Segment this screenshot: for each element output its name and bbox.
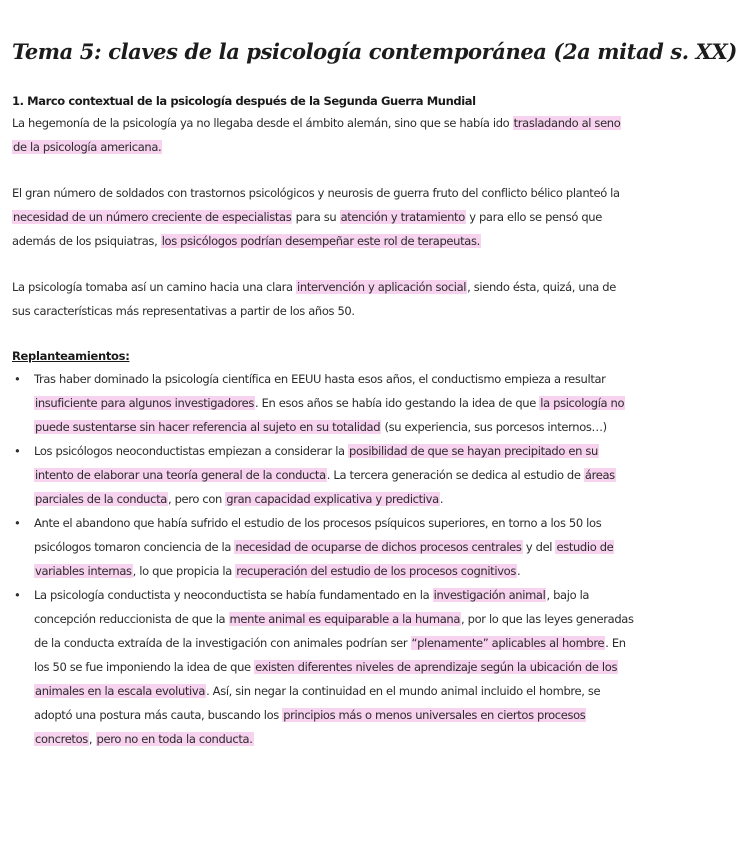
- text-segment: para su: [292, 210, 340, 224]
- list-item: [12, 583, 634, 751]
- section-heading-replanteamientos: Replanteamientos:: [12, 349, 130, 363]
- highlighted-text: recuperación del estudio de los procesos cognitivos: [236, 564, 516, 578]
- replanteamientos-list: [12, 367, 634, 751]
- highlighted-text: intervención y aplicación social: [297, 280, 467, 294]
- highlighted-text: “plenamente” aplicables al hombre: [411, 636, 605, 650]
- text-segment: y para ello se pensó que además de los psiquiatras,: [12, 210, 602, 248]
- text-segment: . En los 50 se fue imponiendo la idea de que: [34, 636, 626, 674]
- list-item-text: [34, 588, 634, 746]
- highlighted-text: los psicólogos podrían desempeñar este rol de terapeutas.: [161, 234, 480, 248]
- list-item-text: [34, 444, 616, 506]
- highlighted-text: mente animal es equiparable a la humana: [229, 612, 461, 626]
- highlighted-text: áreas parciales de la conducta: [35, 468, 615, 506]
- bullet-icon: •: [14, 516, 21, 530]
- text-segment: , bajo la concepción reduccionista de que la: [34, 588, 590, 626]
- highlighted-text: pero no en toda la conducta.: [96, 732, 253, 746]
- text-segment: Tras haber dominado la psicología científica en EEUU hasta esos años, el conductismo empieza a resultar: [34, 372, 606, 386]
- text-segment: La psicología tomaba así un camino hacia una clara: [12, 280, 297, 294]
- text-segment: . La tercera generación se dedica al estudio de: [326, 468, 584, 482]
- list-item: [12, 511, 634, 583]
- text-segment: , pero con: [167, 492, 226, 506]
- highlighted-text: gran capacidad explicativa y predictiva: [226, 492, 439, 506]
- list-item: [12, 439, 634, 511]
- bullet-icon: •: [14, 444, 21, 458]
- paragraph-3: [12, 275, 634, 323]
- text-segment: La psicología conductista y neoconductista se había fundamentado en la: [34, 588, 433, 602]
- text-segment: , siendo ésta, quizá, una de sus características más representativas a partir de los años 50.: [12, 280, 616, 318]
- highlighted-text: existen diferentes niveles de aprendizaje según la ubicación de los animales en la escala evolutiva: [35, 660, 618, 698]
- text-segment: . En esos años se había ido gestando la idea de que: [255, 396, 540, 410]
- text-segment: ,: [88, 732, 96, 746]
- highlighted-text: principios más o menos universales en ciertos procesos concretos: [35, 708, 586, 746]
- text-segment: (su experiencia, sus porcesos internos…): [381, 420, 607, 434]
- section-heading-context: 1. Marco contextual de la psicología después de la Segunda Guerra Mundial: [12, 94, 476, 108]
- bullet-icon: •: [14, 372, 21, 386]
- paragraph-1: [12, 111, 634, 159]
- paragraph-2: [12, 181, 634, 253]
- list-item-text: [34, 372, 625, 434]
- text-segment: El gran número de soldados con trastornos psicológicos y neurosis de guerra fruto del conflicto bélico planteó la: [12, 186, 620, 200]
- text-segment: . Así, sin negar la continuidad en el mundo animal incluido el hombre, se adoptó una postura más cauta, buscando los: [34, 684, 601, 722]
- text-segment: Los psicólogos neoconductistas empiezan a considerar la: [34, 444, 349, 458]
- list-item-text: [34, 516, 614, 578]
- highlighted-text: atención y tratamiento: [340, 210, 465, 224]
- highlighted-text: investigación animal: [433, 588, 546, 602]
- highlighted-text: necesidad de ocuparse de dichos procesos centrales: [235, 540, 522, 554]
- highlighted-text: necesidad de un número creciente de especialistas: [13, 210, 292, 224]
- list-item: [12, 367, 634, 439]
- highlighted-text: estudio de variables internas: [35, 540, 614, 578]
- text-segment: , por lo que las leyes generadas de la conducta extraída de la investigación con animales podrían ser: [34, 612, 634, 650]
- text-segment: .: [516, 564, 521, 578]
- text-segment: y del: [522, 540, 556, 554]
- highlighted-text: la psicología no puede sustentarse sin hacer referencia al sujeto en su totalidad: [35, 396, 625, 434]
- document-title: Tema 5: claves de la psicología contemporánea (2a mitad s. XX): [12, 39, 737, 64]
- text-segment: La hegemonía de la psicología ya no llegaba desde el ámbito alemán, sino que se había ido: [12, 116, 513, 130]
- highlighted-text: insuficiente para algunos investigadores: [35, 396, 254, 410]
- text-segment: .: [439, 492, 444, 506]
- text-segment: , lo que propicia la: [132, 564, 236, 578]
- highlighted-text: trasladando al seno de la psicología americana.: [13, 116, 621, 154]
- bullet-icon: •: [14, 588, 21, 602]
- text-segment: Ante el abandono que había sufrido el estudio de los procesos psíquicos superiores, en torno a los 50 los psicólogos tomaron conciencia de la: [34, 516, 602, 554]
- highlighted-text: posibilidad de que se hayan precipitado en su intento de elaborar una teoría general de la conducta: [35, 444, 598, 482]
